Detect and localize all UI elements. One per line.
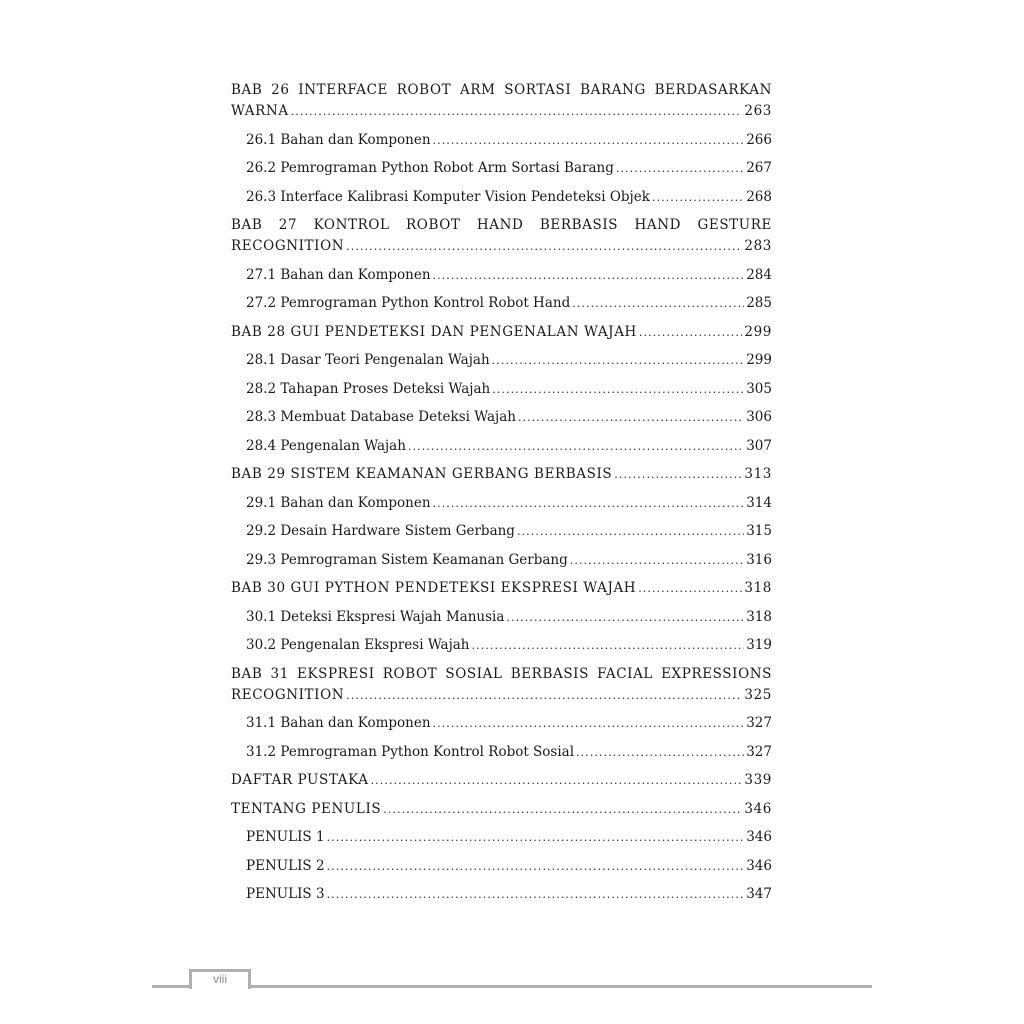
toc-chapter-entry bbox=[231, 664, 772, 706]
footer-page-number: viii bbox=[213, 972, 227, 986]
toc-page-number: 284 bbox=[746, 266, 772, 283]
toc-entry-title: 31.1 Bahan dan Komponen bbox=[246, 715, 431, 731]
dot-leader bbox=[327, 856, 745, 877]
toc-entry-row bbox=[246, 158, 772, 179]
dot-leader bbox=[616, 158, 744, 179]
toc-page-number: 285 bbox=[746, 295, 772, 311]
toc-section-entry bbox=[231, 742, 772, 763]
toc-entry-row bbox=[246, 742, 772, 763]
toc-entry-title-line: BAB 31 EKSPRESI ROBOT SOSIAL BERBASIS FACIAL EXPRESSIONS bbox=[231, 665, 772, 682]
dot-leader bbox=[506, 607, 744, 628]
toc-page-number: 263 bbox=[744, 103, 772, 119]
dot-leader bbox=[492, 379, 744, 400]
toc-entry-row bbox=[231, 799, 772, 820]
toc-entry-row bbox=[246, 379, 772, 400]
toc-section-entry bbox=[231, 350, 772, 371]
dot-leader bbox=[433, 130, 745, 151]
dot-leader bbox=[291, 101, 743, 122]
toc-entry-row bbox=[246, 607, 772, 628]
dot-leader bbox=[433, 493, 745, 514]
toc-entry-title: RECOGNITION bbox=[231, 238, 345, 254]
toc-entry-row bbox=[246, 635, 772, 656]
dot-leader bbox=[433, 713, 745, 734]
toc-entry-title: PENULIS 3 bbox=[246, 886, 325, 902]
toc-entry-title: DAFTAR PUSTAKA bbox=[231, 772, 369, 788]
toc-section-entry bbox=[231, 265, 772, 286]
toc-section-entry bbox=[231, 130, 772, 151]
toc-entry-row bbox=[246, 550, 772, 571]
toc-entry-row bbox=[231, 685, 772, 706]
toc-page-number: 318 bbox=[744, 580, 772, 596]
toc-entry-row bbox=[231, 236, 772, 257]
toc-chapter-entry bbox=[231, 80, 772, 122]
dot-leader bbox=[638, 578, 742, 599]
toc-entry-row bbox=[246, 713, 772, 734]
toc-entry-row bbox=[246, 293, 772, 314]
dot-leader bbox=[346, 685, 742, 706]
toc-entry-row bbox=[246, 827, 772, 848]
dot-leader bbox=[408, 436, 744, 457]
toc-entry-title: 26.3 Interface Kalibrasi Komputer Vision Pendeteksi Objek bbox=[246, 188, 650, 205]
toc-page-number: 346 bbox=[746, 829, 772, 845]
toc-page-number: 299 bbox=[744, 323, 772, 340]
dot-leader bbox=[472, 635, 745, 656]
toc-page-number: 346 bbox=[746, 857, 772, 874]
dot-leader bbox=[518, 407, 744, 428]
dot-leader bbox=[576, 742, 744, 763]
toc-entry-title: 27.2 Pemrograman Python Kontrol Robot Hand bbox=[246, 295, 571, 311]
toc-section-entry bbox=[231, 884, 772, 905]
toc-page-number: 316 bbox=[746, 551, 772, 568]
toc-entry-row bbox=[246, 130, 772, 151]
toc-entry-title: PENULIS 2 bbox=[246, 857, 325, 874]
toc-entry-title: TENTANG PENULIS bbox=[231, 800, 382, 817]
toc-entry-title: 27.1 Bahan dan Komponen bbox=[246, 266, 431, 283]
dot-leader bbox=[517, 521, 744, 542]
toc-entry-title: BAB 28 GUI PENDETEKSI DAN PENGENALAN WAJAH bbox=[231, 323, 637, 340]
dot-leader bbox=[614, 464, 742, 485]
toc-section-entry bbox=[231, 550, 772, 571]
toc-entry-row bbox=[231, 101, 772, 122]
toc-page-number: 318 bbox=[746, 608, 772, 625]
toc-page-number: 307 bbox=[746, 437, 772, 454]
toc-entry-title: 30.1 Deteksi Ekspresi Wajah Manusia bbox=[246, 608, 505, 625]
toc-entry-row bbox=[246, 521, 772, 542]
dot-leader bbox=[639, 322, 743, 343]
toc-entry-title: 26.1 Bahan dan Komponen bbox=[246, 131, 431, 148]
toc-page-number: 266 bbox=[746, 131, 772, 148]
toc-entry-row bbox=[246, 350, 772, 371]
toc-entry-row bbox=[231, 770, 772, 791]
toc-section-entry bbox=[231, 436, 772, 457]
toc-entry-title: 26.2 Pemrograman Python Robot Arm Sortasi Barang bbox=[246, 160, 614, 176]
dot-leader bbox=[652, 187, 744, 208]
toc-entry-title-line: BAB 26 INTERFACE ROBOT ARM SORTASI BARANG BERDASARKAN bbox=[231, 82, 772, 98]
toc-entry-title: BAB 29 SISTEM KEAMANAN GERBANG BERBASIS bbox=[231, 466, 613, 482]
toc-page-number: 346 bbox=[744, 800, 772, 817]
toc-entry-title: 28.3 Membuat Database Deteksi Wajah bbox=[246, 409, 516, 425]
toc-chapter-entry bbox=[231, 322, 772, 343]
dot-leader bbox=[433, 265, 745, 286]
toc-entry-row bbox=[231, 322, 772, 343]
toc-entry-row bbox=[246, 436, 772, 457]
dot-leader bbox=[383, 799, 742, 820]
toc-section-entry bbox=[231, 407, 772, 428]
toc-entry-row bbox=[231, 464, 772, 485]
toc-section-entry bbox=[231, 493, 772, 514]
toc-entry-title: WARNA bbox=[231, 103, 289, 119]
toc-section-entry bbox=[231, 607, 772, 628]
toc-section-entry bbox=[231, 293, 772, 314]
toc-entry-title: 28.4 Pengenalan Wajah bbox=[246, 437, 406, 454]
toc-entry-title: 29.2 Desain Hardware Sistem Gerbang bbox=[246, 523, 515, 539]
footer-rule bbox=[152, 985, 872, 988]
dot-leader bbox=[327, 827, 745, 848]
dot-leader bbox=[371, 770, 743, 791]
toc-section-entry bbox=[231, 521, 772, 542]
table-of-contents bbox=[231, 80, 772, 913]
toc-entry-title: 29.3 Pemrograman Sistem Keamanan Gerbang bbox=[246, 551, 568, 568]
toc-section-entry bbox=[231, 187, 772, 208]
toc-page-number: 339 bbox=[744, 772, 772, 788]
toc-page-number: 314 bbox=[746, 494, 772, 511]
toc-page-number: 305 bbox=[746, 380, 772, 397]
toc-page-number: 268 bbox=[746, 188, 772, 205]
toc-page-number: 306 bbox=[746, 409, 772, 425]
toc-section-entry bbox=[231, 635, 772, 656]
toc-page-number: 299 bbox=[746, 352, 772, 368]
toc-entry-title: 28.2 Tahapan Proses Deteksi Wajah bbox=[246, 380, 491, 397]
dot-leader bbox=[346, 236, 742, 257]
toc-section-entry bbox=[231, 158, 772, 179]
toc-entry-row bbox=[246, 493, 772, 514]
toc-chapter-entry bbox=[231, 464, 772, 485]
dot-leader bbox=[572, 293, 744, 314]
toc-section-entry bbox=[231, 713, 772, 734]
toc-page-number: 347 bbox=[746, 886, 772, 902]
toc-entry-title: 30.2 Pengenalan Ekspresi Wajah bbox=[246, 637, 470, 653]
toc-page-number: 325 bbox=[744, 686, 772, 703]
toc-page-number: 327 bbox=[746, 715, 772, 731]
toc-section-entry bbox=[231, 856, 772, 877]
toc-chapter-entry bbox=[231, 770, 772, 791]
toc-entry-title-line: BAB 27 KONTROL ROBOT HAND BERBASIS HAND GESTURE bbox=[231, 217, 772, 233]
toc-page-number: 315 bbox=[746, 523, 772, 539]
toc-entry-row bbox=[231, 578, 772, 599]
toc-entry-row bbox=[246, 187, 772, 208]
toc-entry-row bbox=[246, 265, 772, 286]
toc-entry-title: 28.1 Dasar Teori Pengenalan Wajah bbox=[246, 352, 490, 368]
toc-entry-title: PENULIS 1 bbox=[246, 829, 325, 845]
toc-entry-row bbox=[246, 407, 772, 428]
toc-page-number: 283 bbox=[744, 238, 772, 254]
dot-leader bbox=[492, 350, 745, 371]
toc-entry-row bbox=[246, 856, 772, 877]
toc-section-entry bbox=[231, 379, 772, 400]
toc-page-number: 327 bbox=[746, 743, 772, 760]
toc-entry-title: 29.1 Bahan dan Komponen bbox=[246, 494, 431, 511]
toc-entry-title: 31.2 Pemrograman Python Kontrol Robot Sosial bbox=[246, 743, 575, 760]
toc-entry-row bbox=[246, 884, 772, 905]
toc-page-number: 319 bbox=[746, 637, 772, 653]
dot-leader bbox=[327, 884, 745, 905]
toc-section-entry bbox=[231, 827, 772, 848]
toc-entry-title: BAB 30 GUI PYTHON PENDETEKSI EKSPRESI WAJAH bbox=[231, 580, 637, 596]
dot-leader bbox=[570, 550, 744, 571]
toc-entry-title: RECOGNITION bbox=[231, 686, 345, 703]
toc-chapter-entry bbox=[231, 799, 772, 820]
toc-page-number: 267 bbox=[746, 160, 772, 176]
toc-chapter-entry bbox=[231, 215, 772, 257]
toc-chapter-entry bbox=[231, 578, 772, 599]
toc-page-number: 313 bbox=[744, 466, 772, 482]
